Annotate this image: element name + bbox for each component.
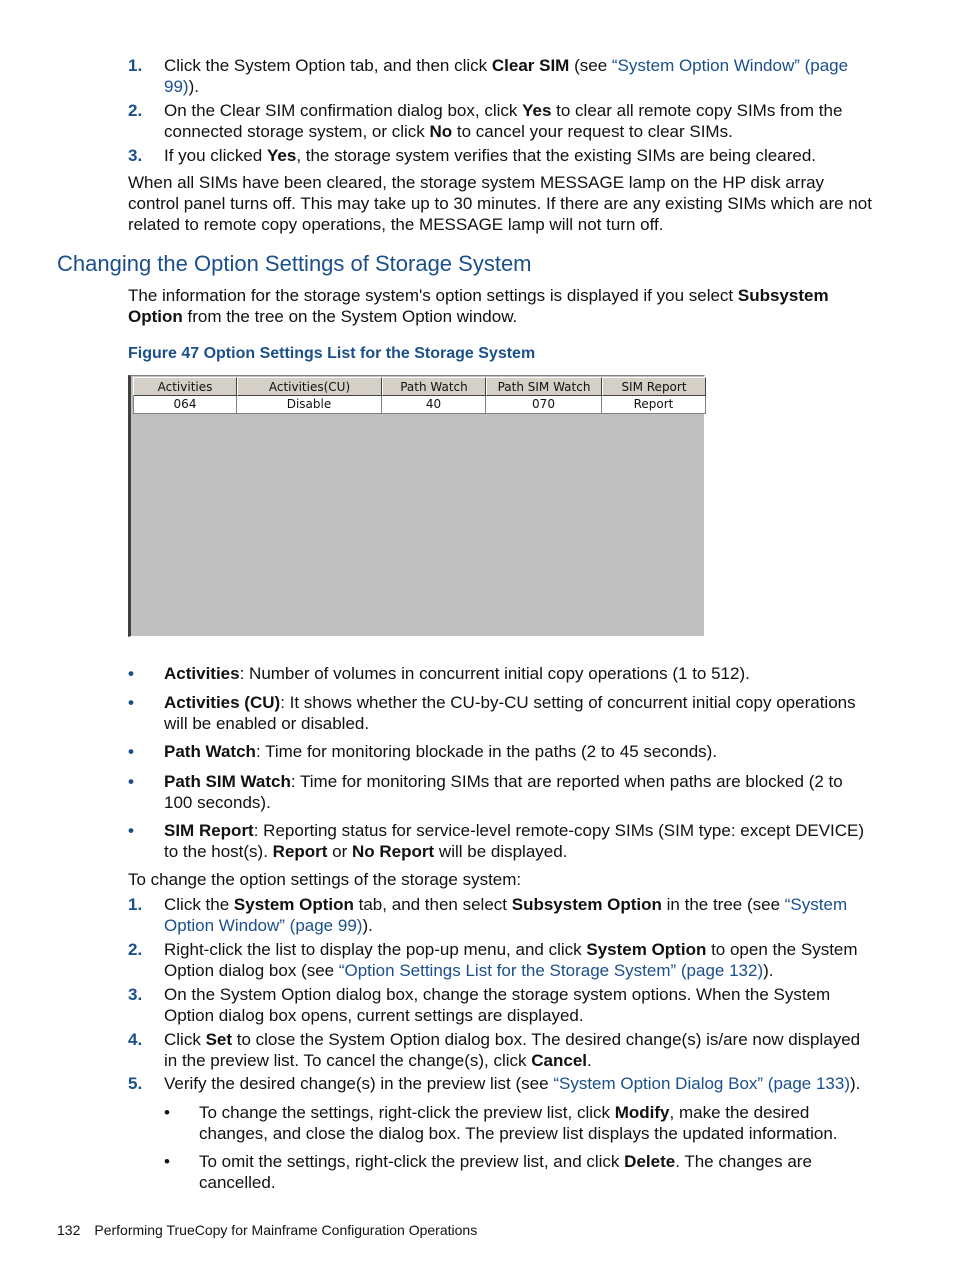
bold-term: Activities (164, 664, 240, 683)
step-number: 1. (128, 56, 143, 75)
bullet-icon: • (164, 1152, 170, 1171)
step-text (164, 1029, 873, 1071)
list-item (128, 820, 873, 862)
bold-term: Yes (522, 101, 552, 120)
step-number: 5. (128, 1074, 143, 1093)
bold-term: System Option (586, 940, 707, 959)
text-run: from the tree on the System Option window. (182, 307, 518, 326)
column-header-activities[interactable]: Activities (133, 377, 237, 396)
table-row[interactable] (133, 396, 706, 414)
bold-term: Cancel (531, 1051, 587, 1070)
bold-term: Clear SIM (491, 56, 570, 75)
text-run: Click the System Option tab, and then click (164, 56, 492, 75)
step-1 (128, 55, 873, 97)
bullet-icon: • (128, 821, 134, 840)
text-run: The information for the storage system's option settings is displayed if you select (128, 286, 738, 305)
bold-term: Path Watch (164, 742, 256, 761)
paragraph-sims-cleared: When all SIMs have been cleared, the storage system MESSAGE lamp on the HP disk array control panel turns off. This may take up to 30 minutes. If there are any existing SIMs which are not related to remote copy operations, the MESSAGE lamp will not turn off. (128, 173, 872, 234)
list-item (128, 692, 873, 734)
bold-term: Activities (CU) (164, 693, 281, 712)
paragraph-change-intro: To change the option settings of the storage system: (128, 870, 522, 889)
text-run: to clear all remote copy SIMs from the connected storage system, or click (164, 101, 843, 141)
bullet-icon: • (128, 693, 134, 712)
change-step-5 (128, 1073, 873, 1094)
text-run: to open the System Option dialog box (see (164, 940, 858, 980)
bold-term: No (429, 122, 453, 141)
bold-term: Modify (614, 1103, 670, 1122)
cross-reference-link[interactable]: “System Option Window” (page 99) (164, 56, 849, 96)
step-text (164, 894, 873, 936)
text-run: to close the System Option dialog box. The desired change(s) is/are now displayed in the preview list. To cancel the change(s), click (164, 1030, 861, 1070)
change-step-3 (128, 984, 873, 1026)
cell-path-sim-watch: 070 (486, 396, 602, 414)
text-run: to cancel your request to clear SIMs. (452, 122, 733, 141)
text-run: Right-click the list to display the pop-up menu, and click (164, 940, 587, 959)
text-run: On the Clear SIM confirmation dialog box, click (164, 101, 523, 120)
option-settings-list[interactable] (128, 375, 705, 637)
bold-term: SIM Report (164, 821, 254, 840)
step-number: 3. (128, 146, 143, 165)
text-run: ). (850, 1074, 861, 1093)
text-run: , the storage system verifies that the existing SIMs are being cleared. (296, 146, 817, 165)
step-text (164, 145, 873, 166)
figure-caption: Figure 47 Option Settings List for the Storage System (128, 345, 536, 362)
bold-term: Delete (624, 1152, 676, 1171)
text-run: To change the settings, right-click the preview list, click (199, 1103, 615, 1122)
text-run: : Time for monitoring SIMs that are reported when paths are blocked (2 to 100 seconds). (164, 772, 843, 812)
text-run: Click (164, 1030, 206, 1049)
bold-term: Set (205, 1030, 233, 1049)
change-step-2 (128, 939, 873, 981)
step-3 (128, 145, 873, 166)
step-number: 1. (128, 895, 143, 914)
bold-term: Subsystem Option (511, 895, 662, 914)
settings-grid (133, 377, 706, 414)
cross-reference-link[interactable]: “System Option Dialog Box” (page 133) (553, 1074, 851, 1093)
text-run: will be displayed. (434, 842, 568, 861)
text-run: Verify the desired change(s) in the preview list (see (164, 1074, 554, 1093)
list-item (128, 741, 873, 762)
text-run: ). (188, 77, 199, 96)
column-header-path-watch[interactable]: Path Watch (382, 377, 486, 396)
bold-term: Yes (267, 146, 297, 165)
cross-reference-link[interactable]: “System Option Window” (page 99) (164, 895, 848, 935)
text-run: or (327, 842, 353, 861)
text-run: . (587, 1051, 592, 1070)
change-step-1 (128, 894, 873, 936)
cell-activities: 064 (133, 396, 237, 414)
footer-title: Performing TrueCopy for Mainframe Configuration Operations (94, 1222, 478, 1238)
text-run: tab, and then select (353, 895, 512, 914)
paragraph-intro (128, 285, 873, 327)
text-run: . The changes are cancelled. (199, 1152, 812, 1192)
section-heading: Changing the Option Settings of Storage System (57, 251, 532, 276)
grid-header-row (133, 377, 706, 396)
bold-term: Path SIM Watch (164, 772, 291, 791)
text-run: ). (763, 961, 774, 980)
text-run: : Reporting status for service-level remote-copy SIMs (SIM type: except DEVICE) to the host(s). (164, 821, 865, 861)
list-item (128, 771, 873, 813)
cross-reference-link[interactable]: “Option Settings List for the Storage System” (page 132) (338, 961, 764, 980)
page-number: 132 (57, 1222, 81, 1238)
step-number: 2. (128, 101, 143, 120)
column-header-activities-cu[interactable]: Activities(CU) (237, 377, 382, 396)
step-number: 4. (128, 1030, 143, 1049)
step-text (164, 100, 873, 142)
bullet-icon: • (128, 664, 134, 683)
text-run: in the tree (see (661, 895, 785, 914)
text-run: On the System Option dialog box, change the storage system options. When the System Option dialog box opens, current settings are displayed. (164, 985, 831, 1025)
text-run: : Number of volumes in concurrent initial copy operations (1 to 512). (239, 664, 750, 683)
sub-list-item (164, 1102, 874, 1144)
sub-list-item (164, 1151, 874, 1193)
text-run: , make the desired changes, and close the dialog box. The preview list displays the updated information. (199, 1103, 838, 1143)
step-2 (128, 100, 873, 142)
text-run: To omit the settings, right-click the preview list, and click (199, 1152, 625, 1171)
page-footer (57, 1222, 477, 1238)
cell-sim-report: Report (602, 396, 706, 414)
change-step-4 (128, 1029, 873, 1071)
text-run: : It shows whether the CU-by-CU setting of concurrent initial copy operations will be enabled or disabled. (164, 693, 856, 733)
bold-term: No Report (352, 842, 435, 861)
list-item (128, 663, 873, 684)
bold-term: System Option (233, 895, 354, 914)
step-text (164, 1073, 873, 1094)
step-text (164, 984, 873, 1026)
text-run: : Time for monitoring blockade in the paths (2 to 45 seconds). (255, 742, 718, 761)
step-text (164, 55, 873, 97)
bold-term: Report (272, 842, 328, 861)
text-run: Click the (164, 895, 234, 914)
step-text (164, 939, 873, 981)
step-number: 3. (128, 985, 143, 1004)
cell-path-watch: 40 (382, 396, 486, 414)
bullet-icon: • (164, 1103, 170, 1122)
text-run: (see (569, 56, 612, 75)
bold-term: Subsystem Option (128, 286, 829, 326)
column-header-sim-report[interactable]: SIM Report (602, 377, 706, 396)
text-run: If you clicked (164, 146, 267, 165)
text-run: ). (362, 916, 373, 935)
cell-activities-cu: Disable (237, 396, 382, 414)
column-header-path-sim-watch[interactable]: Path SIM Watch (486, 377, 602, 396)
bullet-icon: • (128, 742, 134, 761)
bullet-icon: • (128, 772, 134, 791)
step-number: 2. (128, 940, 143, 959)
